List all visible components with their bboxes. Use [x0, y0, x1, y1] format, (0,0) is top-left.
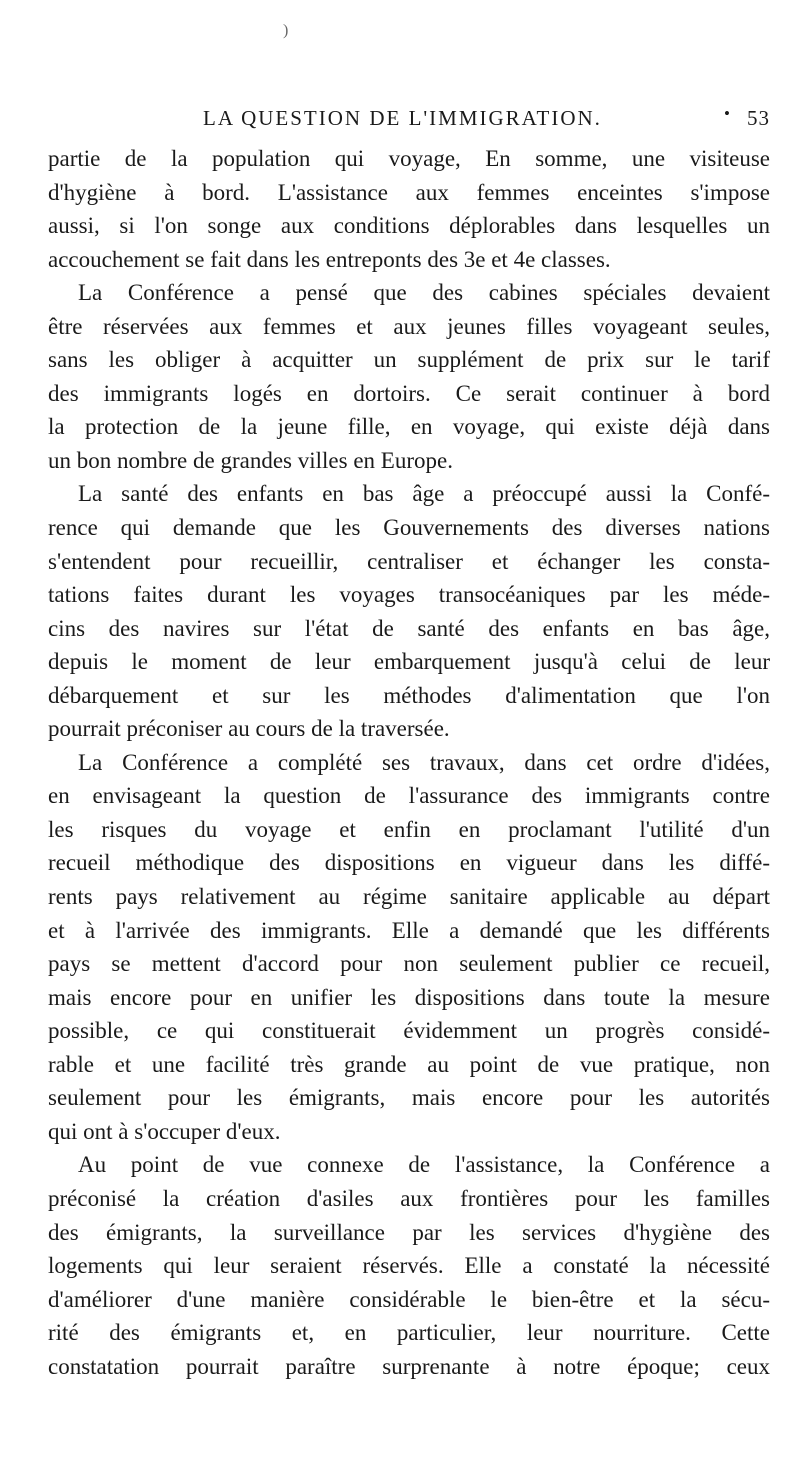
- running-head: [48, 106, 770, 136]
- text-line: depuis le moment de leur embarquement jusqu'à celui de leur: [48, 649, 770, 675]
- text-line: s'entendent pour recueillir, centraliser et échanger les consta-: [48, 548, 770, 574]
- text-line: recueil méthodique des dispositions en vigueur dans les diffé-: [48, 850, 770, 876]
- text-line: mais encore pour en unifier les dispositions dans toute la mesure: [48, 984, 770, 1010]
- text-line: partie de la population qui voyage, En somme, une visiteuse: [48, 146, 770, 171]
- text-line: rence qui demande que les Gouvernements des diverses nations: [48, 515, 770, 541]
- text-line: pourrait préconiser au cours de la traversée.: [48, 716, 450, 742]
- text-line: aussi, si l'on songe aux conditions déplorables dans lesquelles un: [48, 213, 770, 239]
- text-line: La Conférence a pensé que des cabines spéciales devaient: [78, 280, 770, 306]
- text-line: constatation pourrait paraître surprenante à notre époque; ceux: [48, 1353, 770, 1379]
- text-line: d'hygiène à bord. L'assistance aux femmes enceintes s'impose: [48, 179, 770, 205]
- text-line: en envisageant la question de l'assurance des immigrants contre: [48, 783, 770, 809]
- text-line: cins des navires sur l'état de santé des enfants en bas âge,: [48, 615, 770, 641]
- text-line: La santé des enfants en bas âge a préoccupé aussi la Confé-: [78, 481, 770, 507]
- text-line: des immigrants logés en dortoirs. Ce serait continuer à bord: [48, 380, 770, 406]
- text-line: sans les obliger à acquitter un supplément de prix sur le tarif: [48, 347, 770, 373]
- text-line: débarquement et sur les méthodes d'alimentation que l'on: [48, 682, 770, 708]
- text-line: des émigrants, la surveillance par les services d'hygiène des: [48, 1219, 770, 1245]
- text-line: être réservées aux femmes et aux jeunes filles voyageant seules,: [48, 313, 770, 339]
- text-line: tations faites durant les voyages transocéaniques par les méde-: [48, 582, 770, 608]
- text-line: seulement pour les émigrants, mais encore pour les autorités: [48, 1085, 770, 1111]
- body-text: [48, 142, 770, 1383]
- text-line: pays se mettent d'accord pour non seulement publier ce recueil,: [48, 951, 770, 977]
- text-line: la protection de la jeune fille, en voyage, qui existe déjà dans: [48, 414, 770, 440]
- running-title: LA QUESTION DE L'IMMIGRATION.: [203, 106, 602, 130]
- page-number: 53: [747, 106, 770, 130]
- text-line: La Conférence a complété ses travaux, dans cet ordre d'idées,: [78, 749, 770, 775]
- text-line: les risques du voyage et enfin en proclamant l'utilité d'un: [48, 816, 770, 842]
- page-speck: ): [283, 22, 289, 39]
- text-line: et à l'arrivée des immigrants. Elle a demandé que les différents: [48, 917, 770, 943]
- text-line: d'améliorer d'une manière considérable le bien-être et la sécu-: [48, 1286, 770, 1312]
- text-line: un bon nombre de grandes villes en Europe.: [48, 447, 453, 473]
- star-mark: •: [724, 104, 732, 123]
- text-line: rité des émigrants et, en particulier, leur nourriture. Cette: [48, 1320, 770, 1346]
- text-line: préconisé la création d'asiles aux frontières pour les familles: [48, 1185, 770, 1211]
- text-line: rents pays relativement au régime sanitaire applicable au départ: [48, 884, 770, 910]
- text-line: Au point de vue connexe de l'assistance, la Conférence a: [78, 1152, 770, 1178]
- text-line: possible, ce qui constituerait évidemment un progrès considé-: [48, 1018, 770, 1044]
- text-line: qui ont à s'occuper d'eux.: [48, 1118, 281, 1144]
- text-line: logements qui leur seraient réservés. Elle a constaté la nécessité: [48, 1253, 770, 1279]
- text-line: accouchement se fait dans les entreponts des 3e et 4e classes.: [48, 246, 611, 272]
- text-line: rable et une facilité très grande au point de vue pratique, non: [48, 1051, 770, 1077]
